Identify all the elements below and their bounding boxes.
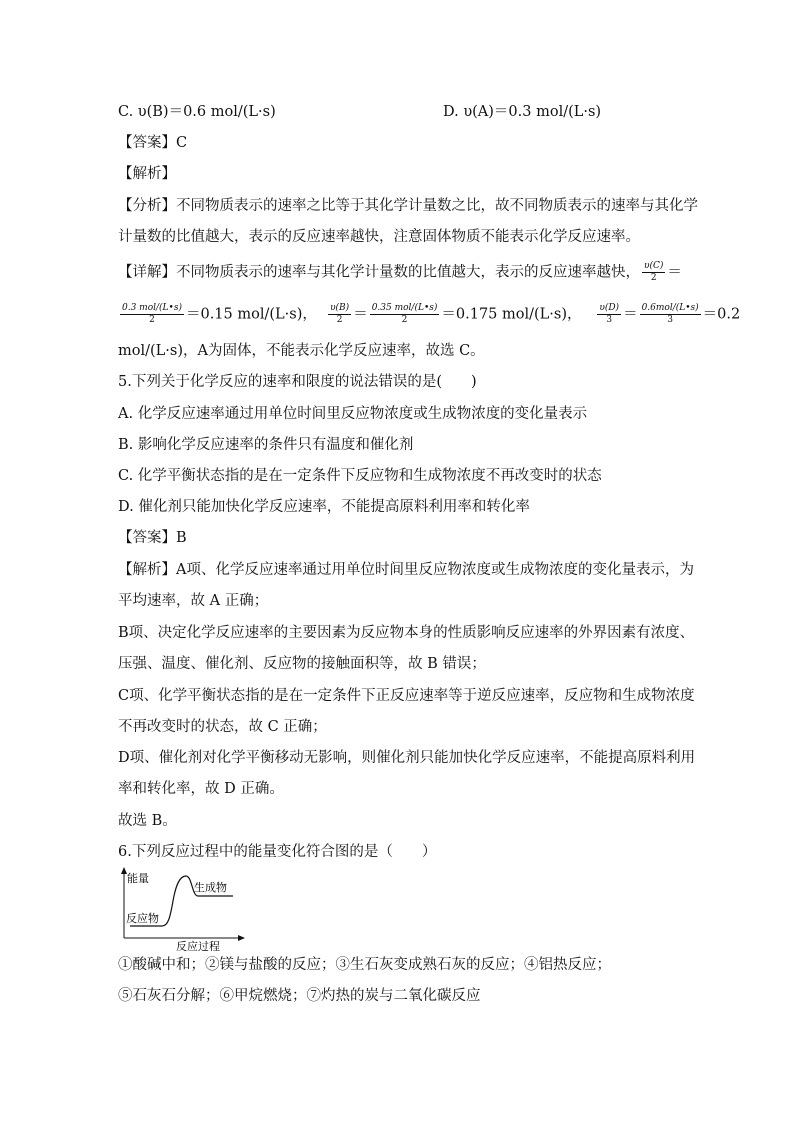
equals-sign: ＝ <box>667 264 682 281</box>
analysis-line: 【分析】不同物质表示的速率之比等于其化学计量数之比，故不同物质表示的速率与其化学 <box>118 198 698 214</box>
question-stem: 5.下列关于化学反应的速率和限度的说法错误的是( ) <box>118 374 477 390</box>
x-axis-label: 反应过程 <box>176 940 220 951</box>
y-axis-label: 能量 <box>127 872 149 885</box>
answer-label: 【答案】B <box>118 530 187 546</box>
detail-line <box>118 261 682 284</box>
energy-diagram <box>118 866 248 951</box>
x-axis-arrow <box>238 935 245 941</box>
fraction-denominator: 3 <box>667 315 673 325</box>
option-a: A. 化学反应速率通过用单位时间里反应物浓度或生成物浓度的变化量表示 <box>118 406 588 422</box>
option-b: B. 影响化学反应速率的条件只有温度和催化剂 <box>118 437 414 453</box>
rate-value: ＝0.15 mol/(L·s)， <box>185 306 317 323</box>
fraction <box>597 303 621 326</box>
explanation-line: 【解析】A项、化学反应速率通过用单位时间里反应物浓度或生成物浓度的变化量表示，为 <box>118 562 694 578</box>
fraction-denominator: 2 <box>149 315 155 325</box>
fraction-numerator: υ(B) <box>330 303 350 313</box>
option-d: D. 催化剂只能加快化学反应速率，不能提高原料利用率和转化率 <box>118 499 530 515</box>
detail-formula-line <box>118 303 740 326</box>
reaction-list-line: ⑤石灰石分解；⑥甲烷燃烧；⑦灼热的炭与二氧化碳反应 <box>118 988 481 1004</box>
fraction-numerator: 0.6mol/(L•s) <box>641 303 699 313</box>
fraction-denominator: 2 <box>650 273 657 283</box>
option-c: C. 化学平衡状态指的是在一定条件下反应物和生成物浓度不再改变时的状态 <box>118 468 602 484</box>
explanation-line: 不再改变时的状态，故 C 正确； <box>118 719 327 735</box>
equals-sign: ＝ <box>623 306 638 323</box>
reactant-label: 反应物 <box>126 912 159 925</box>
explanation-line: 压强、温度、催化剂、反应物的接触面积等，故 B 错误； <box>118 656 486 672</box>
explanation-line: B项、决定化学反应速率的主要因素为反应物本身的性质影响反应速率的外界因素有浓度、 <box>118 625 695 641</box>
fraction-numerator: υ(C) <box>644 261 664 271</box>
fraction-denominator: 2 <box>401 315 408 325</box>
product-label: 生成物 <box>194 881 227 894</box>
rate-value: ＝0.175 mol/(L·s)， <box>441 306 582 323</box>
fraction <box>642 261 665 284</box>
option-d: D. υ(A)＝0.3 mol/(L·s) <box>443 104 602 120</box>
fraction-numerator: 0.35 mol/(L•s) <box>371 303 438 313</box>
fraction <box>640 303 701 326</box>
fraction <box>370 303 440 326</box>
explanation-line: D项、催化剂对化学平衡移动无影响，则催化剂只能加快化学反应速率，不能提高原料利用 <box>118 750 696 766</box>
reaction-list-line: ①酸碱中和；②镁与盐酸的反应；③生石灰变成熟石灰的反应；④铝热反应； <box>118 957 611 973</box>
answer-label: 【答案】C <box>118 135 188 151</box>
fraction-numerator: 0.3 mol/(L•s) <box>122 303 182 313</box>
explanation-line: 率和转化率，故 D 正确。 <box>118 781 284 797</box>
explanation-label: 【解析】 <box>118 166 176 182</box>
detail-text: 【详解】不同物质表示的速率与其化学计量数的比值越大，表示的反应速率越快， <box>118 264 640 281</box>
equals-sign: ＝ <box>353 306 368 323</box>
fraction <box>120 303 184 326</box>
explanation-line: 故选 B。 <box>118 813 177 829</box>
rate-value: ＝0.2 <box>702 306 741 323</box>
question-stem: 6.下列反应过程中的能量变化符合图的是（ ） <box>118 844 437 860</box>
explanation-line: 平均速率，故 A 正确； <box>118 593 269 609</box>
option-c: C. υ(B)＝0.6 mol/(L·s) <box>118 104 276 120</box>
fraction-denominator: 3 <box>606 315 613 325</box>
detail-line: mol/(L·s)，A为固体，不能表示化学反应速率，故选 C。 <box>118 343 485 359</box>
fraction-numerator: υ(D) <box>599 303 620 313</box>
fraction-denominator: 2 <box>336 315 343 325</box>
analysis-line: 计量数的比值越大，表示的反应速率越快，注意固体物质不能表示化学反应速率。 <box>118 229 640 245</box>
explanation-line: C项、化学平衡状态指的是在一定条件下正反应速率等于逆反应速率，反应物和生成物浓度 <box>118 688 695 704</box>
fraction <box>328 303 351 326</box>
